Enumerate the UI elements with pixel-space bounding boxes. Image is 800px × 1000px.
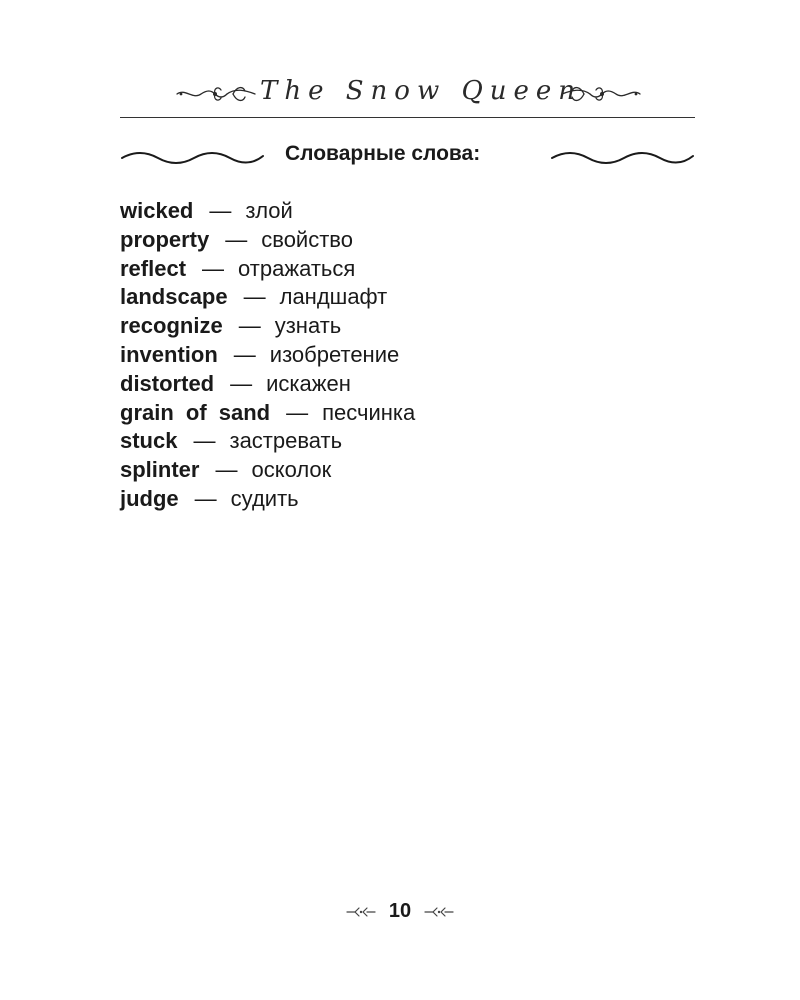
vocabulary-item: [120, 226, 415, 255]
running-head: [120, 76, 695, 116]
vocabulary-item: [120, 312, 415, 341]
entry-dash: —: [209, 198, 232, 223]
vocabulary-item: [120, 456, 415, 485]
vocabulary-translation: узнать: [274, 313, 342, 339]
section-heading: [120, 140, 695, 176]
vocabulary-term: wicked: [120, 198, 194, 223]
entry-dash: —: [238, 313, 261, 339]
vocabulary-term: property: [120, 226, 210, 252]
entry-dash: —: [286, 399, 309, 425]
book-title: The Snow Queen: [260, 76, 583, 106]
page-number: 10: [388, 900, 412, 922]
vocabulary-translation: изобретение: [269, 341, 400, 367]
folio-ornament-icon: [346, 906, 376, 918]
vocabulary-term: splinter: [120, 457, 200, 483]
vocabulary-item: [120, 399, 415, 428]
vocabulary-term: distorted: [120, 370, 215, 396]
entry-dash: —: [202, 255, 225, 281]
vocabulary-translation: песчинка: [322, 399, 416, 425]
wave-line-icon: [550, 148, 695, 166]
vocabulary-translation: свойство: [261, 226, 353, 252]
entry-dash: —: [194, 485, 217, 511]
wave-line-icon: [120, 148, 265, 166]
flourish-ornament-icon: [175, 82, 257, 106]
vocabulary-item: [120, 255, 415, 284]
vocabulary-item: [120, 485, 415, 514]
vocabulary-translation: судить: [230, 485, 299, 511]
vocabulary-term: invention: [120, 341, 218, 367]
vocabulary-term: recognize: [120, 313, 223, 339]
entry-dash: —: [243, 284, 266, 310]
vocabulary-translation: искажен: [266, 370, 351, 396]
entry-dash: —: [233, 341, 256, 367]
vocabulary-term: landscape: [120, 284, 228, 310]
vocabulary-translation: отражаться: [238, 255, 356, 281]
flourish-ornament-icon: [560, 82, 642, 106]
vocabulary-term: grain of sand: [120, 399, 271, 425]
entry-dash: —: [230, 370, 253, 396]
section-title: Словарные слова:: [285, 142, 481, 165]
vocabulary-item: [120, 197, 415, 226]
folio-ornament-icon: [424, 906, 454, 918]
entry-dash: —: [215, 457, 238, 483]
entry-dash: —: [193, 428, 216, 454]
vocabulary-translation: осколок: [251, 457, 332, 483]
vocabulary-term: judge: [120, 485, 179, 511]
vocabulary-translation: ландшафт: [279, 284, 388, 310]
page-footer: [0, 900, 800, 926]
vocabulary-item: [120, 370, 415, 399]
vocabulary-translation: застревать: [229, 428, 343, 454]
vocabulary-item: [120, 341, 415, 370]
vocabulary-translation: злой: [245, 198, 293, 223]
entry-dash: —: [225, 226, 248, 252]
vocabulary-list: [120, 197, 415, 514]
vocabulary-term: stuck: [120, 428, 178, 454]
vocabulary-item: [120, 283, 415, 312]
vocabulary-item: [120, 427, 415, 456]
header-rule: [120, 117, 695, 118]
vocabulary-term: reflect: [120, 255, 187, 281]
